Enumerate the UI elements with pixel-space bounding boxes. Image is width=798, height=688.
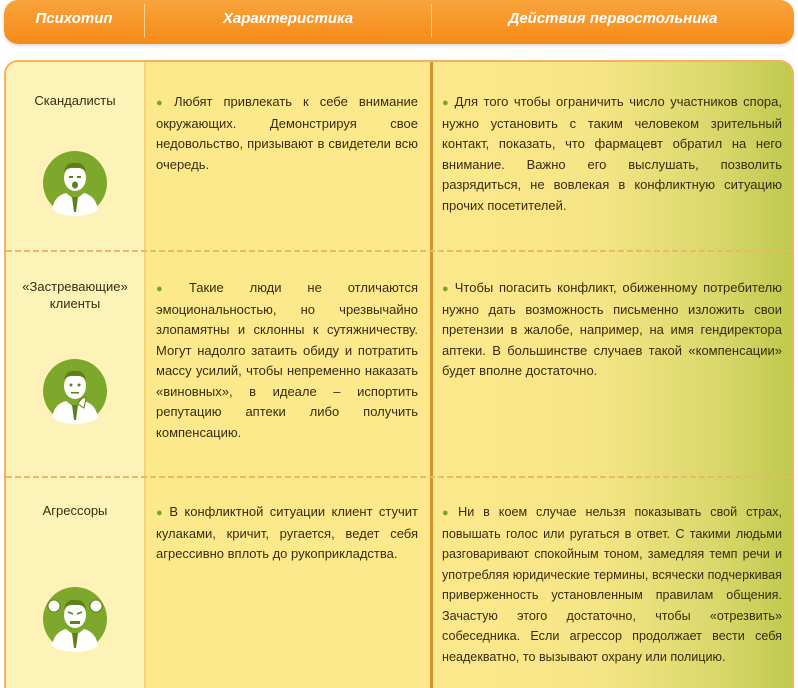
bullet-icon: ● <box>156 97 171 109</box>
bullet-icon: ● <box>442 283 451 295</box>
characteristic-text: ● Такие люди не отличаются эмоциональностью, но чрезвычайно злопамятны и склонны к сутяжничеству. Могут надолго затаить обиду и потратить массу усилий, чтобы непременно наказать «виновных», в идеале – испортить репутацию аптеки либо получить компенсацию. <box>156 280 418 440</box>
column-divider <box>430 62 433 688</box>
bullet-icon: ● <box>442 507 455 519</box>
shouting-man-icon <box>42 150 108 216</box>
characteristic-text: ● Любят привлекать к себе внимание окружающих. Демонстрируя свое недовольство, призывают в свидетели всю очередь. <box>156 94 418 172</box>
table-body <box>4 60 794 688</box>
actions-text: ● Чтобы погасить конфликт, обиженному потребителю нужно дать возможность письменно изложить свои претензии в жалобе, например, на имя гендиректора аптеки. В большинстве случаев такой «компенсации» будет вполне достаточно. <box>442 280 782 378</box>
header-actions: Действия первостольника <box>508 10 718 27</box>
psychotype-name: Агрессоры <box>42 503 108 518</box>
pondering-man-icon <box>42 358 108 424</box>
psychotype-name: Скандалисты <box>34 93 116 108</box>
actions-text: ● Ни в коем случае нельзя показывать свой страх, повышать голос или ругаться в ответ. С такими людьми разговаривают спокойным тоном, замедляя темп речи и употребляя юридические термины, всячески подчеркивая приверженность установленным правилам общения. Зачастую этого достаточно, чтобы «отрезвить» собеседника. Если агрессор продолжает вести себя неадекватно, то вызывают охрану или полицию. <box>442 505 782 664</box>
row-divider <box>6 476 792 478</box>
row-divider <box>6 250 792 252</box>
bullet-icon: ● <box>156 283 185 295</box>
header-characteristic: Характеристика <box>222 10 354 27</box>
characteristic-text: ● В конфликтной ситуации клиент стучит кулаками, кричит, ругается, ведет себя агрессивно вплоть до рукоприкладства. <box>156 504 418 561</box>
angry-man-fists-icon <box>42 586 108 652</box>
column-divider <box>144 62 146 688</box>
bullet-icon: ● <box>156 507 166 519</box>
actions-text: ● Для того чтобы ограничить число участников спора, нужно установить с таким человеком зрительный контакт, показать, что фармацевт обратил на него внимание. Важно его выслушать, позволить разрядиться, не вовлекая в конфликтную ситуацию прочих посетителей. <box>442 94 782 213</box>
bullet-icon: ● <box>442 97 451 109</box>
table-header <box>4 0 794 44</box>
psychotype-name: «Застревающие» клиенты <box>22 279 128 311</box>
header-psychotype: Психотип <box>35 10 113 27</box>
